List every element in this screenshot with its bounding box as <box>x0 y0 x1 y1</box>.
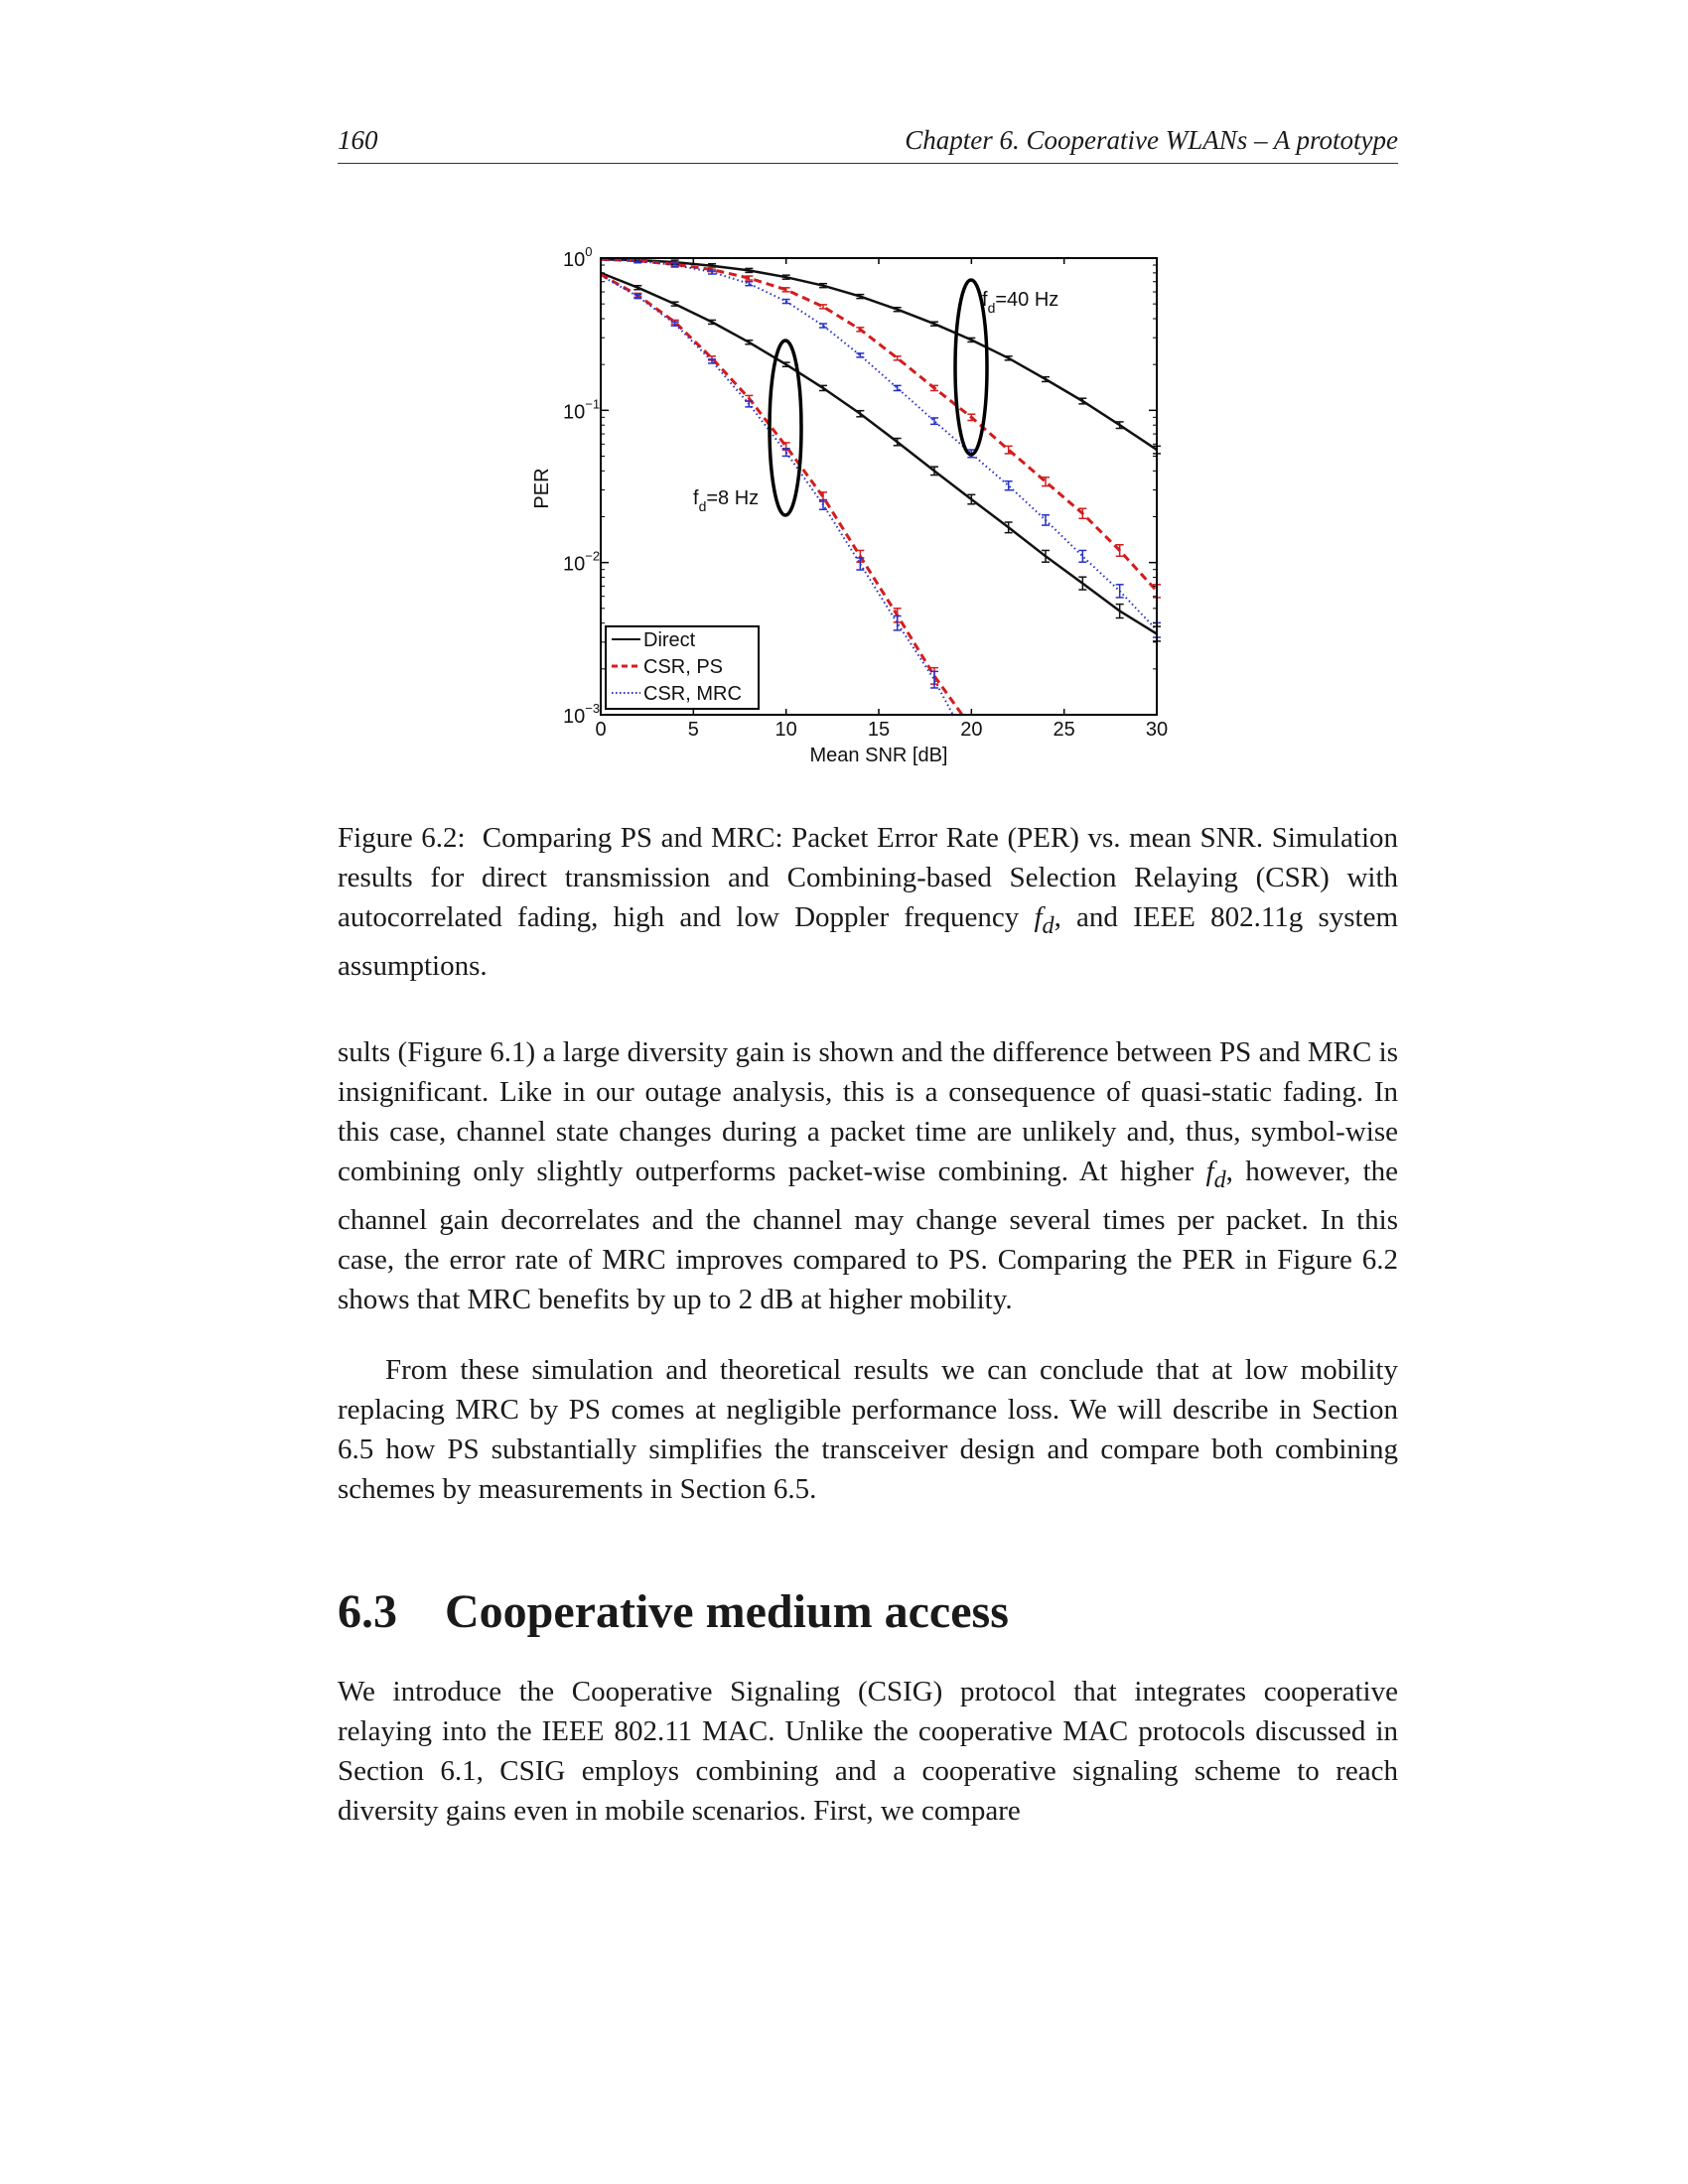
body-p1-symbol-sub: d <box>1213 1165 1226 1193</box>
section-heading <box>338 1584 1398 1640</box>
x-tick-label: 10 <box>774 719 797 741</box>
y-axis-label: PER <box>531 468 553 509</box>
page-header <box>338 123 1398 164</box>
y-tick-base: 10 <box>563 706 586 728</box>
figure-caption <box>338 818 1398 986</box>
y-tick-base: 10 <box>563 401 586 424</box>
data-point-direct-40hz <box>1042 377 1050 382</box>
annotation-8hz-f: f <box>693 487 699 509</box>
body-paragraph-3: We introduce the Cooperative Signaling (CSIG) protocol that integrates cooperative relaying into the IEEE 802.11 MAC. Unlike the cooperative MAC protocols discussed in Section 6.1, CSIG employs combining and a cooperative signaling scheme to reach diversity gains even in mobile scenarios. First, we compare <box>338 1676 1398 1827</box>
y-tick-label <box>563 396 600 423</box>
x-tick-label: 15 <box>867 719 891 741</box>
caption-symbol-sub: d <box>1042 911 1055 939</box>
x-tick-label: 20 <box>960 719 983 741</box>
data-point-csr-mrc-40hz <box>856 353 864 357</box>
series-line-direct-40hz <box>601 259 1157 450</box>
data-point-direct-8hz <box>745 341 753 344</box>
caption-symbol-f: f <box>1034 901 1043 933</box>
y-tick-exponent: 0 <box>585 244 593 259</box>
x-tick-label: 0 <box>595 719 607 741</box>
body-p1-symbol-fd <box>1205 1156 1226 1193</box>
page-number: 160 <box>338 125 378 155</box>
body-p1-symbol-f: f <box>1205 1156 1214 1187</box>
data-point-direct-8hz <box>782 362 790 366</box>
data-point-direct-8hz <box>1042 550 1050 562</box>
data-point-csr-mrc-40hz <box>1116 585 1124 598</box>
per-vs-snr-chart <box>496 228 1211 784</box>
data-point-csr-mrc-40hz <box>1005 481 1013 490</box>
body-p1-text-a: sults (Figure 6.1) a large diversity gain is shown and the difference between PS and MRC is insignificant. Like in our outage analysis, this is a consequence of quasi-static fading. In this case, channel state changes during a packet time are unlikely and, thus, symbol-wise combining only slightly outperforms packet-wise combining. At higher <box>338 1036 1398 1187</box>
annotation-40hz-rest: =40 Hz <box>995 289 1059 311</box>
legend-label-csr-ps: CSR, PS <box>643 656 724 678</box>
caption-symbol-fd <box>1034 901 1055 939</box>
y-tick-base: 10 <box>563 553 586 576</box>
body-paragraph-2: From these simulation and theoretical results we can conclude that at low mobility replacing MRC by PS comes at negligible performance loss. We will describe in Section 6.5 how PS substantially simplifies the transceiver design and compare both combining schemes by measurements in Section 6.5. <box>338 1354 1398 1505</box>
legend-label-csr-mrc: CSR, MRC <box>643 683 742 705</box>
x-tick-label: 25 <box>1053 719 1075 741</box>
section-number: 6.3 <box>338 1585 397 1638</box>
y-tick-exponent: −2 <box>585 548 601 564</box>
body-p1-text-b: , however, the channel gain decorrelates and the channel may change several times per packet. In this case, the error rate of MRC improves compared to PS. Comparing the PER in Figure 6.2 shows that MRC benefits by up to 2 dB at higher mobility. <box>338 1156 1399 1315</box>
data-point-csr-mrc-40hz <box>894 385 902 390</box>
y-tick-base: 10 <box>563 249 586 271</box>
x-axis-label: Mean SNR [dB] <box>809 745 948 766</box>
data-point-direct-40hz <box>1005 356 1013 360</box>
x-tick-label: 30 <box>1145 719 1169 741</box>
data-point-direct-8hz <box>1078 577 1086 590</box>
legend-label-direct: Direct <box>643 629 696 651</box>
annotation-label-8hz <box>693 487 759 514</box>
series-line-csr-mrc-40hz <box>601 259 1157 629</box>
data-point-csr-mrc-40hz <box>1078 550 1086 562</box>
y-tick-exponent: −3 <box>585 701 601 716</box>
section-title: Cooperative medium access <box>445 1585 1009 1638</box>
caption-text-2: , and IEEE 802.11g system assumptions. <box>338 901 1399 982</box>
body-paragraph-1 <box>338 1032 1398 1319</box>
annotation-40hz-f: f <box>982 289 988 311</box>
series-line-direct-8hz <box>601 273 1157 634</box>
x-tick-label: 5 <box>687 719 699 741</box>
y-tick-label <box>563 244 592 271</box>
annotation-8hz-sub: d <box>698 498 707 514</box>
caption-text-1: Comparing PS and MRC: Packet Error Rate (PER) vs. mean SNR. Simulation results for direct transmission and Combining-based Selection Relaying (CSR) with autocorrelated fading, high and low Doppler frequency <box>338 822 1399 933</box>
data-point-direct-8hz <box>708 320 716 324</box>
running-title: Chapter 6. Cooperative WLANs – A prototype <box>905 125 1398 155</box>
data-point-csr-ps-40hz <box>856 328 864 332</box>
chart-legend <box>606 626 759 709</box>
annotation-label-40hz <box>982 289 1058 316</box>
y-tick-exponent: −1 <box>585 396 601 412</box>
data-point-csr-mrc-40hz <box>782 300 790 304</box>
data-point-csr-ps-40hz <box>894 356 902 360</box>
y-tick-label <box>563 549 600 576</box>
annotation-8hz-rest: =8 Hz <box>706 487 760 509</box>
data-point-direct-8hz <box>1116 605 1124 618</box>
annotation-40hz-sub: d <box>987 300 996 316</box>
data-point-csr-mrc-40hz <box>819 324 827 328</box>
caption-label: Figure 6.2: <box>338 822 466 854</box>
data-point-csr-mrc-40hz <box>930 418 938 424</box>
